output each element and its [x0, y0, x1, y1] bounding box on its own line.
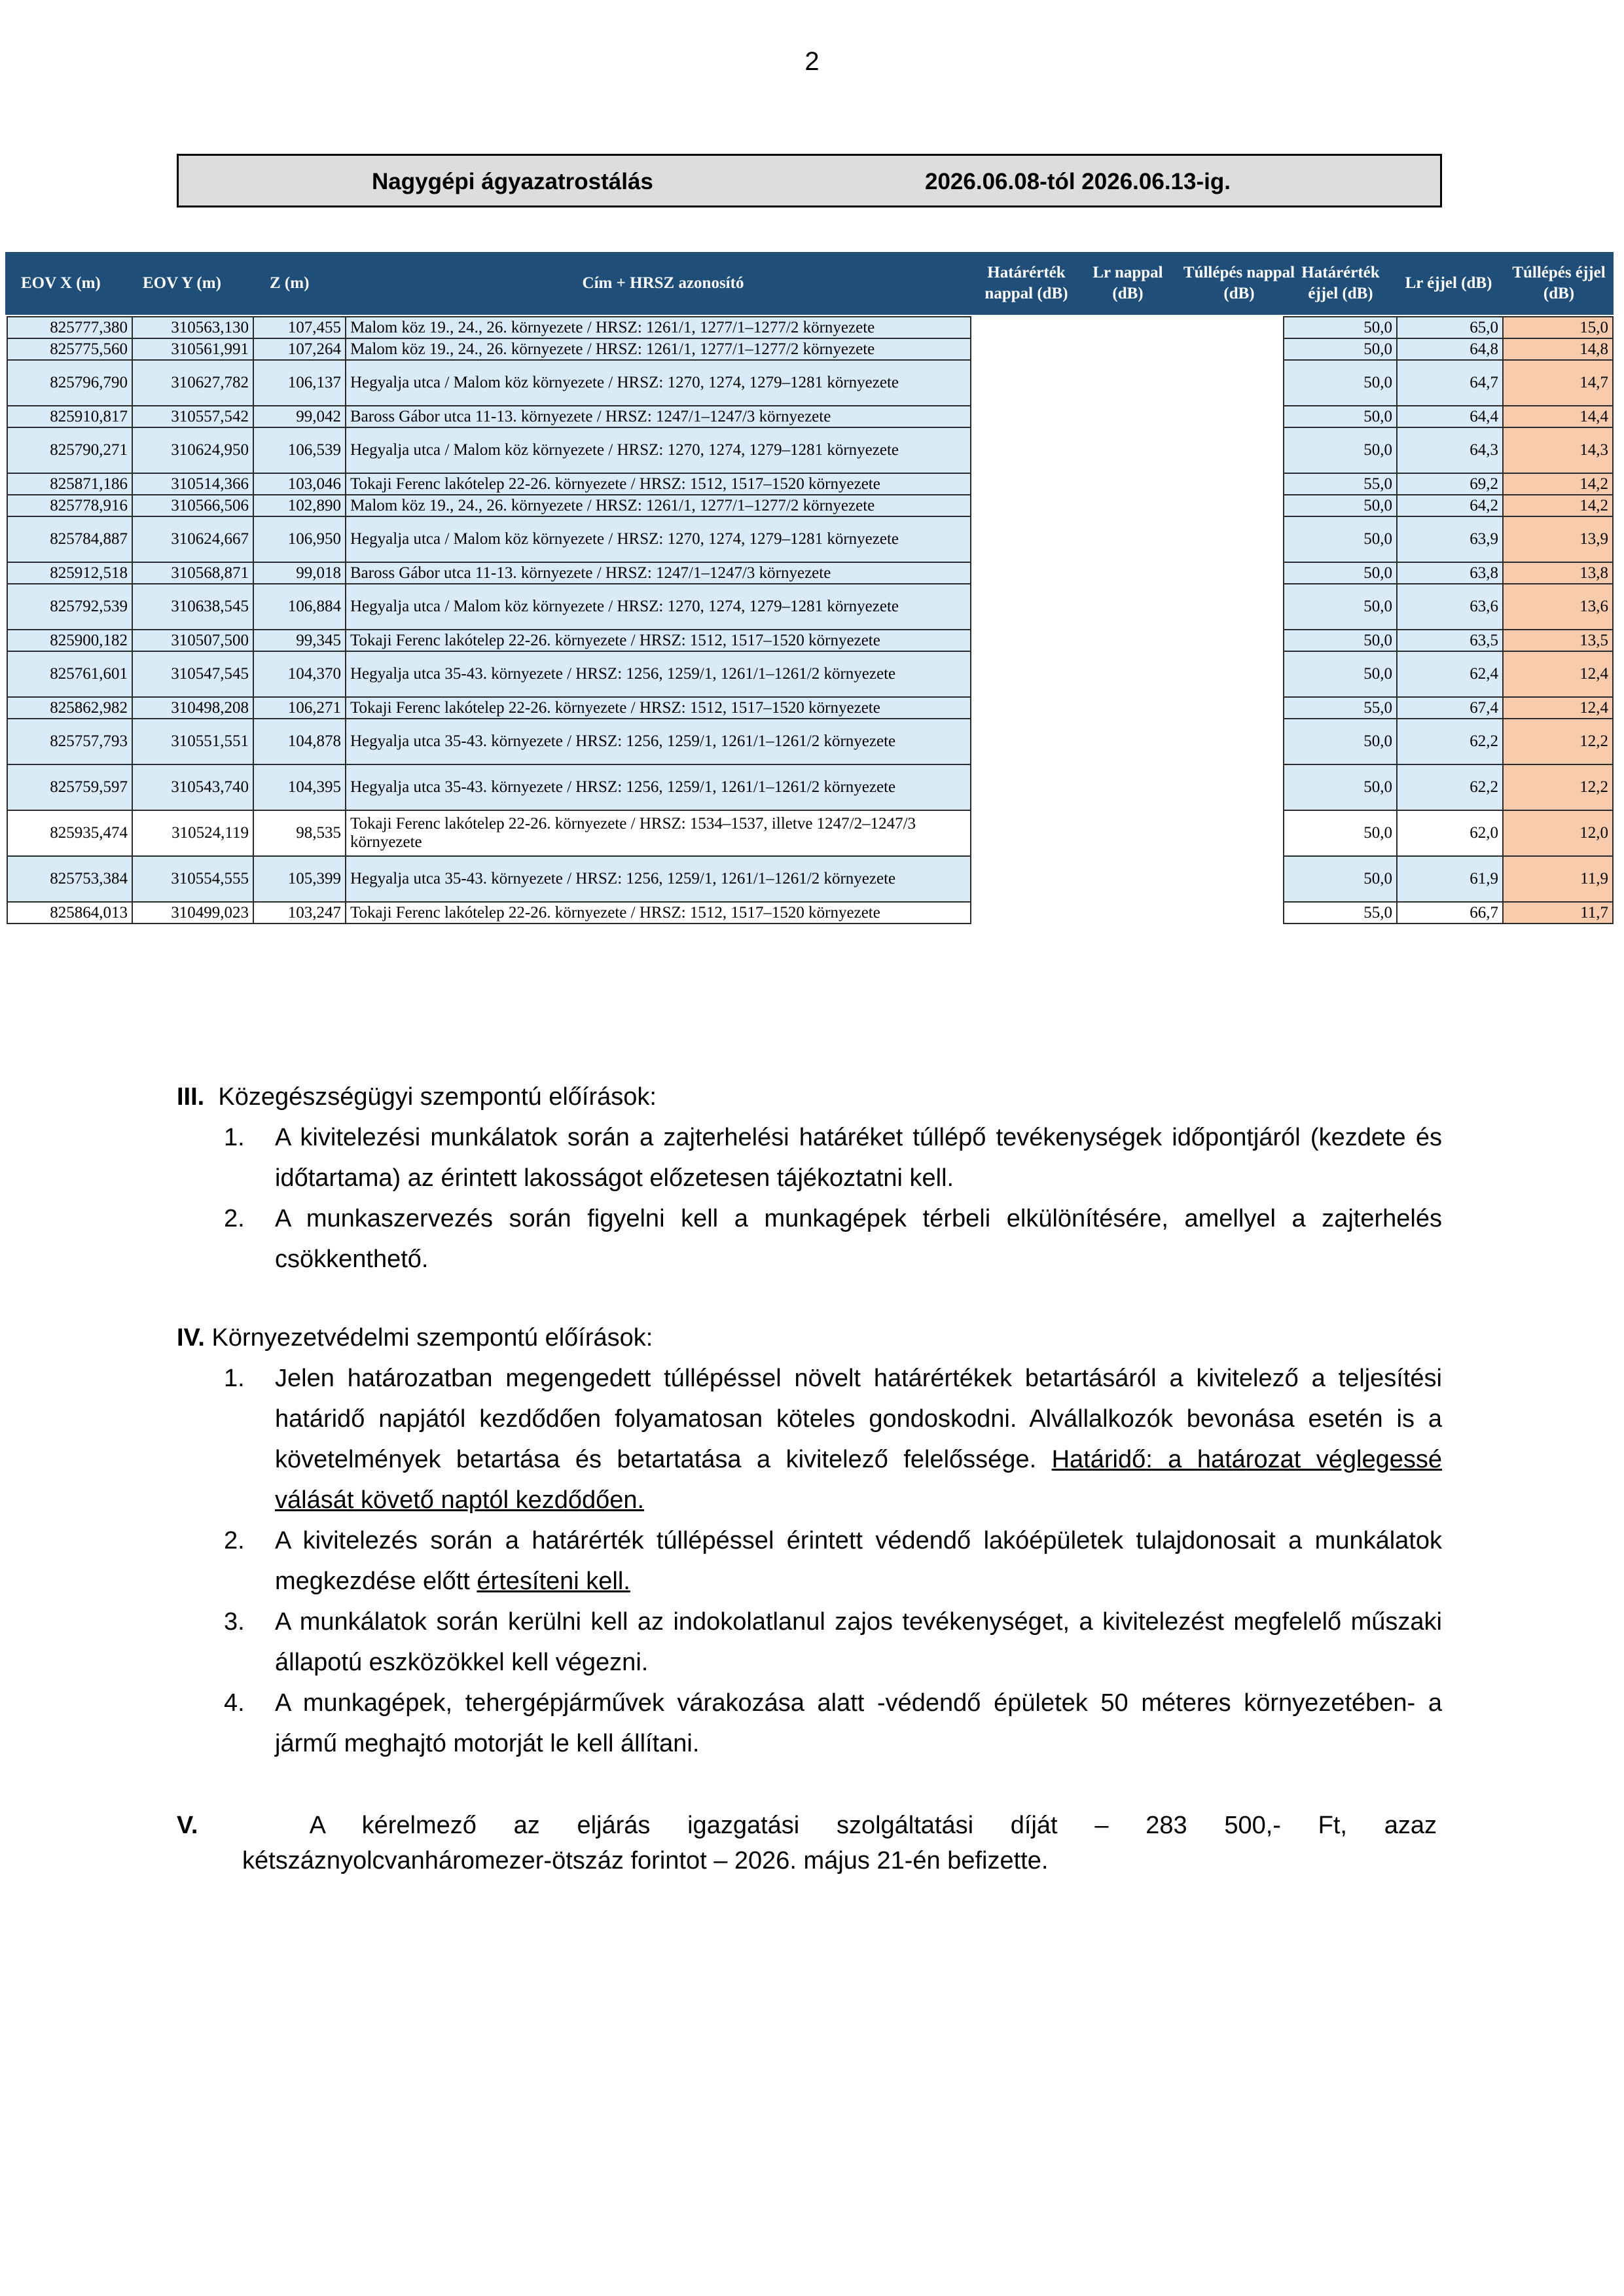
lr-night-cell: 63,5: [1396, 629, 1504, 652]
over-night-cell: 14,8: [1502, 338, 1614, 361]
eov-x-cell: 825777,380: [7, 316, 133, 339]
eov-y-cell: 310547,545: [132, 651, 254, 698]
z-cell: 103,046: [253, 473, 346, 495]
item-number: 3.: [224, 1608, 245, 1636]
eov-x-cell: 825935,474: [7, 810, 133, 857]
address-cell: Baross Gábor utca 11-13. környezete / HRSZ: 1247/1–1247/3 környezete: [345, 405, 971, 428]
z-cell: 104,370: [253, 651, 346, 698]
z-cell: 107,264: [253, 338, 346, 361]
z-cell: 107,455: [253, 316, 346, 339]
eov-x-cell: 825864,013: [7, 901, 133, 924]
address-cell: Hegyalja utca / Malom köz környezete / HRSZ: 1270, 1274, 1279–1281 környezete: [345, 359, 971, 406]
limit-night-cell: 50,0: [1283, 405, 1398, 428]
limit-night-cell: 50,0: [1283, 316, 1398, 339]
z-cell: 106,271: [253, 696, 346, 719]
limit-night-cell: 50,0: [1283, 651, 1398, 698]
address-cell: Tokaji Ferenc lakótelep 22-26. környezete / HRSZ: 1512, 1517–1520 környezete: [345, 696, 971, 719]
z-cell: 104,878: [253, 718, 346, 765]
over-night-cell: 15,0: [1502, 316, 1614, 339]
item-number: 1.: [224, 1124, 245, 1151]
item-text: A munkálatok során kerülni kell az indokolatlanul zajos tevékenységet, a kivitelezést megfelelő műszaki állapotú eszközökkel kell végezni.: [275, 1608, 1442, 1676]
header-eov-y: EOV Y (m): [143, 274, 221, 292]
eov-x-cell: 825784,887: [7, 516, 133, 563]
work-title: Nagygépi ágyazatrostálás: [372, 169, 653, 194]
eov-y-cell: 310499,023: [132, 901, 254, 924]
section-v-line-2: kétszáznyolcvanháromezer-ötszáz forintot – 2026. május 21-én befizette.: [242, 1847, 1049, 1874]
header-z: Z (m): [270, 274, 310, 292]
eov-x-cell: 825759,597: [7, 764, 133, 811]
limit-night-cell: 55,0: [1283, 901, 1398, 924]
lr-night-cell: 64,4: [1396, 405, 1504, 428]
z-cell: 104,395: [253, 764, 346, 811]
z-cell: 98,535: [253, 810, 346, 857]
eov-y-cell: 310514,366: [132, 473, 254, 495]
address-cell: Baross Gábor utca 11-13. környezete / HRSZ: 1247/1–1247/3 környezete: [345, 562, 971, 584]
eov-y-cell: 310498,208: [132, 696, 254, 719]
eov-x-cell: 825753,384: [7, 855, 133, 903]
section-v-numeral: V.: [177, 1812, 198, 1839]
lr-night-cell: 64,7: [1396, 359, 1504, 406]
z-cell: 106,137: [253, 359, 346, 406]
section-iv-heading: Környezetvédelmi szempontú előírások:: [211, 1324, 653, 1352]
eov-x-cell: 825775,560: [7, 338, 133, 361]
eov-x-cell: 825912,518: [7, 562, 133, 584]
header-lr-day: Lr nappal (dB): [1092, 264, 1163, 302]
over-night-cell: 11,9: [1502, 855, 1614, 903]
address-cell: Tokaji Ferenc lakótelep 22-26. környezete / HRSZ: 1512, 1517–1520 környezete: [345, 473, 971, 495]
over-night-cell: 13,8: [1502, 562, 1614, 584]
limit-night-cell: 50,0: [1283, 427, 1398, 474]
eov-y-cell: 310507,500: [132, 629, 254, 652]
lr-night-cell: 65,0: [1396, 316, 1504, 339]
eov-y-cell: 310543,740: [132, 764, 254, 811]
item-text: A munkaszervezés során figyelni kell a munkagépek térbeli elkülönítésére, amellyel a zajterhelés csökkenthető.: [275, 1205, 1442, 1273]
address-cell: Tokaji Ferenc lakótelep 22-26. környezete / HRSZ: 1512, 1517–1520 környezete: [345, 901, 971, 924]
over-night-cell: 13,6: [1502, 583, 1614, 630]
section-iii-numeral: III.: [177, 1083, 205, 1111]
header-address: Cím + HRSZ azonosító: [582, 274, 744, 292]
address-cell: Malom köz 19., 24., 26. környezete / HRSZ: 1261/1, 1277/1–1277/2 környezete: [345, 316, 971, 339]
lr-night-cell: 64,3: [1396, 427, 1504, 474]
eov-x-cell: 825761,601: [7, 651, 133, 698]
header-over-day: Túllépés nappal (dB): [1183, 264, 1295, 302]
lr-night-cell: 62,0: [1396, 810, 1504, 857]
over-night-cell: 12,2: [1502, 718, 1614, 765]
header-limit-night: Határérték éjjel (dB): [1301, 264, 1380, 302]
address-cell: Hegyalja utca 35-43. környezete / HRSZ: 1256, 1259/1, 1261/1–1261/2 környezete: [345, 718, 971, 765]
eov-x-cell: 825792,539: [7, 583, 133, 630]
over-night-cell: 12,4: [1502, 696, 1614, 719]
eov-y-cell: 310563,130: [132, 316, 254, 339]
notify-text: értesíteni kell.: [477, 1568, 630, 1595]
over-night-cell: 12,0: [1502, 810, 1614, 857]
eov-x-cell: 825757,793: [7, 718, 133, 765]
lr-night-cell: 63,9: [1396, 516, 1504, 563]
address-cell: Malom köz 19., 24., 26. környezete / HRSZ: 1261/1, 1277/1–1277/2 környezete: [345, 338, 971, 361]
eov-y-cell: 310568,871: [132, 562, 254, 584]
item-number: 2.: [224, 1527, 245, 1554]
z-cell: 99,018: [253, 562, 346, 584]
z-cell: 106,539: [253, 427, 346, 474]
z-cell: 99,042: [253, 405, 346, 428]
eov-x-cell: 825862,982: [7, 696, 133, 719]
section-iii-heading: Közegészségügyi szempontú előírások:: [218, 1083, 657, 1111]
address-cell: Malom köz 19., 24., 26. környezete / HRSZ: 1261/1, 1277/1–1277/2 környezete: [345, 494, 971, 517]
z-cell: 106,950: [253, 516, 346, 563]
address-cell: Hegyalja utca 35-43. környezete / HRSZ: 1256, 1259/1, 1261/1–1261/2 környezete: [345, 855, 971, 903]
item-text: A munkagépek, tehergépjárművek várakozása alatt -védendő épületek 50 méteres környezetében- a jármű meghajtó motorját le kell állítani.: [275, 1689, 1442, 1757]
lr-night-cell: 62,2: [1396, 764, 1504, 811]
item-body: Jelen határozatban megengedett túllépéssel növelt határértékek betartásáról a kivitelező a teljesítési határidő napjától kezdődően folyamatosan köteles gondoskodni. Alvállalkozók bevonása esetén is a követelmények betartása és betartatása a kivitelező felelőssége.: [275, 1365, 1442, 1473]
limit-night-cell: 50,0: [1283, 494, 1398, 517]
item-number: 1.: [224, 1365, 245, 1392]
section-v-line-1: A kérelmező az eljárás igazgatási szolgáltatási díját – 283 500,- Ft, azaz: [309, 1812, 1437, 1839]
address-cell: Hegyalja utca / Malom köz környezete / HRSZ: 1270, 1274, 1279–1281 környezete: [345, 583, 971, 630]
limit-night-cell: 50,0: [1283, 562, 1398, 584]
section-v: [177, 1808, 1437, 1878]
lr-night-cell: 67,4: [1396, 696, 1504, 719]
item-text: A kivitelezési munkálatok során a zajterhelési határéket túllépő tevékenységek időpontjáról (kezdete és időtartama) az érintett lakosságot előzetesen tájékoztatni kell.: [275, 1124, 1442, 1192]
address-cell: Hegyalja utca 35-43. környezete / HRSZ: 1256, 1259/1, 1261/1–1261/2 környezete: [345, 651, 971, 698]
eov-x-cell: 825910,817: [7, 405, 133, 428]
header-lr-night: Lr éjjel (dB): [1405, 274, 1492, 292]
limit-night-cell: 50,0: [1283, 359, 1398, 406]
eov-y-cell: 310566,506: [132, 494, 254, 517]
z-cell: 99,345: [253, 629, 346, 652]
over-night-cell: 11,7: [1502, 901, 1614, 924]
over-night-cell: 12,2: [1502, 764, 1614, 811]
z-cell: 102,890: [253, 494, 346, 517]
section-iv-numeral: IV.: [177, 1324, 205, 1352]
lr-night-cell: 62,4: [1396, 651, 1504, 698]
limit-night-cell: 50,0: [1283, 764, 1398, 811]
over-night-cell: 14,4: [1502, 405, 1614, 428]
work-period: 2026.06.08-tól 2026.06.13-ig.: [925, 169, 1231, 194]
page-number: 2: [804, 47, 820, 76]
eov-y-cell: 310561,991: [132, 338, 254, 361]
eov-y-cell: 310554,555: [132, 855, 254, 903]
eov-y-cell: 310638,545: [132, 583, 254, 630]
header-eov-x: EOV X (m): [21, 274, 101, 292]
item-number: 4.: [224, 1689, 245, 1717]
limit-night-cell: 50,0: [1283, 810, 1398, 857]
eov-y-cell: 310557,542: [132, 405, 254, 428]
over-night-cell: 14,2: [1502, 473, 1614, 495]
limit-night-cell: 55,0: [1283, 696, 1398, 719]
over-night-cell: 14,3: [1502, 427, 1614, 474]
address-cell: Hegyalja utca / Malom köz környezete / HRSZ: 1270, 1274, 1279–1281 környezete: [345, 516, 971, 563]
address-cell: Hegyalja utca 35-43. környezete / HRSZ: 1256, 1259/1, 1261/1–1261/2 környezete: [345, 764, 971, 811]
over-night-cell: 14,2: [1502, 494, 1614, 517]
limit-night-cell: 55,0: [1283, 473, 1398, 495]
address-cell: Hegyalja utca / Malom köz környezete / HRSZ: 1270, 1274, 1279–1281 környezete: [345, 427, 971, 474]
lr-night-cell: 66,7: [1396, 901, 1504, 924]
lr-night-cell: 64,2: [1396, 494, 1504, 517]
over-night-cell: 13,9: [1502, 516, 1614, 563]
eov-y-cell: 310624,667: [132, 516, 254, 563]
header-over-night: Túllépés éjjel (dB): [1512, 264, 1606, 302]
eov-x-cell: 825778,916: [7, 494, 133, 517]
eov-y-cell: 310627,782: [132, 359, 254, 406]
lr-night-cell: 61,9: [1396, 855, 1504, 903]
eov-y-cell: 310624,950: [132, 427, 254, 474]
eov-y-cell: 310551,551: [132, 718, 254, 765]
item-text: [275, 1520, 1442, 1602]
header-limit-day: Határérték nappal (dB): [984, 264, 1068, 302]
lr-night-cell: 63,8: [1396, 562, 1504, 584]
eov-x-cell: 825790,271: [7, 427, 133, 474]
limit-night-cell: 50,0: [1283, 855, 1398, 903]
address-cell: Tokaji Ferenc lakótelep 22-26. környezete / HRSZ: 1512, 1517–1520 környezete: [345, 629, 971, 652]
lr-night-cell: 62,2: [1396, 718, 1504, 765]
limit-night-cell: 50,0: [1283, 629, 1398, 652]
limit-night-cell: 50,0: [1283, 718, 1398, 765]
eov-y-cell: 310524,119: [132, 810, 254, 857]
eov-x-cell: 825796,790: [7, 359, 133, 406]
limit-night-cell: 50,0: [1283, 583, 1398, 630]
eov-x-cell: 825871,186: [7, 473, 133, 495]
limit-night-cell: 50,0: [1283, 516, 1398, 563]
over-night-cell: 13,5: [1502, 629, 1614, 652]
deadline-text: Határidő: a határozat véglegessé válását követő naptól kezdődően.: [275, 1446, 1442, 1514]
eov-x-cell: 825900,182: [7, 629, 133, 652]
item-body: A kivitelezés során a határérték túllépéssel érintett védendő lakóépületek tulajdonosait a munkálatok megkezdése előtt: [275, 1527, 1442, 1595]
lr-night-cell: 63,6: [1396, 583, 1504, 630]
z-cell: 106,884: [253, 583, 346, 630]
z-cell: 103,247: [253, 901, 346, 924]
item-text: [275, 1358, 1442, 1520]
over-night-cell: 14,7: [1502, 359, 1614, 406]
over-night-cell: 12,4: [1502, 651, 1614, 698]
lr-night-cell: 69,2: [1396, 473, 1504, 495]
lr-night-cell: 64,8: [1396, 338, 1504, 361]
limit-night-cell: 50,0: [1283, 338, 1398, 361]
address-cell: Tokaji Ferenc lakótelep 22-26. környezete / HRSZ: 1534–1537, illetve 1247/2–1247/3 környezete: [345, 810, 971, 857]
z-cell: 105,399: [253, 855, 346, 903]
item-number: 2.: [224, 1205, 245, 1232]
